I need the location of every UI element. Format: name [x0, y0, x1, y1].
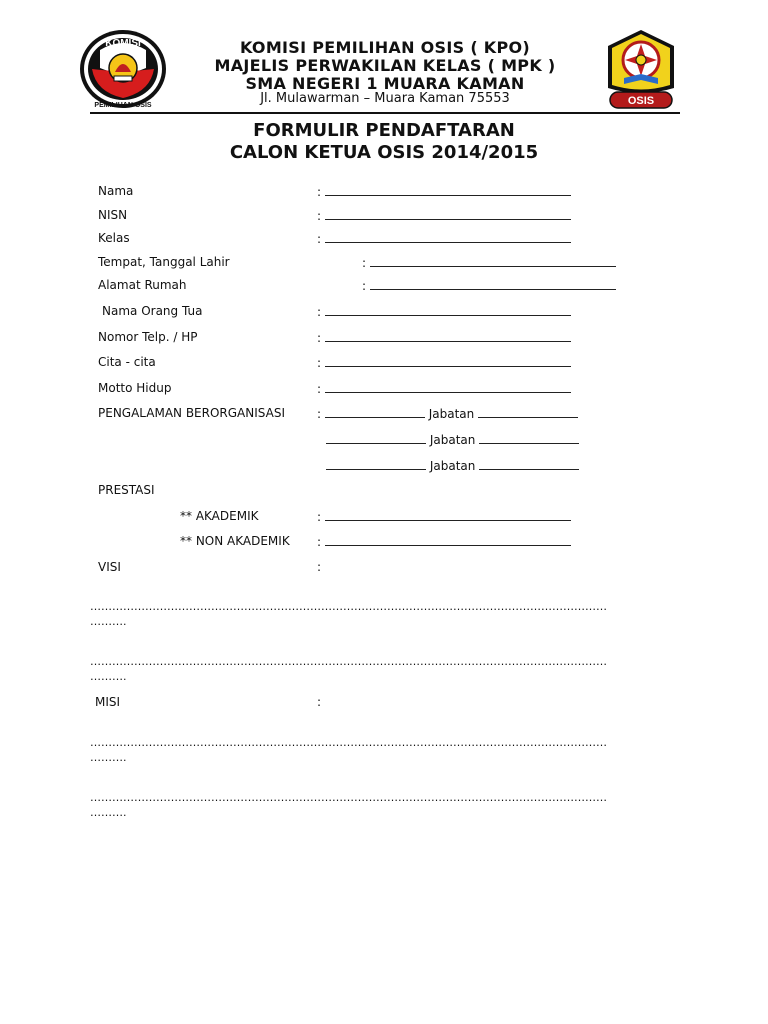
- osis-logo: [602, 28, 680, 112]
- visi-line-2[interactable]: ……………………………………………………………………………………………………………………………: [90, 655, 607, 668]
- form-title-line-1: FORMULIR PENDAFTARAN: [253, 120, 515, 141]
- label-misi: MISI: [95, 695, 121, 709]
- label-motto: Motto Hidup: [98, 381, 172, 395]
- header-address: Jl. Mulawarman – Muara Kaman 75553: [260, 91, 510, 106]
- telp-field[interactable]: :: [317, 330, 571, 345]
- label-ttl: Tempat, Tanggal Lahir: [98, 255, 230, 269]
- logo-left-text-bottom: PEMILIHAN OSIS: [94, 102, 152, 109]
- label-prestasi: PRESTASI: [98, 483, 155, 497]
- logo-left-text-top: KOMISI: [105, 38, 141, 49]
- header-line-3: SMA NEGERI 1 MUARA KAMAN: [245, 74, 525, 93]
- label-akademik: ** AKADEMIK: [180, 509, 259, 523]
- label-nama: Nama: [98, 184, 134, 198]
- label-non-akademik: ** NON AKADEMIK: [180, 534, 290, 548]
- kelas-field[interactable]: :: [317, 231, 571, 246]
- akademik-field[interactable]: :: [317, 509, 571, 524]
- orang-tua-field[interactable]: :: [317, 304, 571, 319]
- non-akademik-field[interactable]: :: [317, 534, 571, 549]
- nisn-field[interactable]: :: [317, 208, 571, 223]
- pengalaman-row-3[interactable]: Jabatan: [326, 458, 579, 473]
- label-orang-tua: Nama Orang Tua: [102, 304, 203, 318]
- pengalaman-row-1[interactable]: : Jabatan: [317, 406, 578, 421]
- nama-field[interactable]: :: [317, 184, 571, 199]
- pengalaman-row-2[interactable]: Jabatan: [326, 432, 579, 447]
- visi-line-1-cont: ……….: [90, 615, 127, 628]
- label-alamat: Alamat Rumah: [98, 278, 187, 292]
- label-nisn: NISN: [98, 208, 128, 222]
- alamat-field[interactable]: :: [362, 278, 616, 293]
- misi-line-2[interactable]: ……………………………………………………………………………………………………………………………: [90, 791, 607, 804]
- misi-line-1[interactable]: ……………………………………………………………………………………………………………………………: [90, 736, 607, 749]
- header-line-1: KOMISI PEMILIHAN OSIS ( KPO): [239, 38, 531, 57]
- logo-right-text: OSIS: [627, 95, 655, 107]
- cita-field[interactable]: :: [317, 355, 571, 370]
- header-divider: [90, 112, 680, 114]
- form-title-line-2: CALON KETUA OSIS 2014/2015: [229, 142, 539, 163]
- misi-line-2-cont: ……….: [90, 806, 127, 819]
- misi-line-1-cont: ……….: [90, 751, 127, 764]
- visi-colon: :: [317, 560, 322, 574]
- kpo-logo: [78, 28, 168, 110]
- ttl-field[interactable]: :: [362, 255, 616, 270]
- visi-line-1[interactable]: ……………………………………………………………………………………………………………………………: [90, 600, 607, 613]
- motto-field[interactable]: :: [317, 381, 571, 396]
- label-kelas: Kelas: [98, 231, 130, 245]
- label-visi: VISI: [98, 560, 121, 574]
- label-pengalaman: PENGALAMAN BERORGANISASI: [98, 406, 285, 420]
- label-cita: Cita - cita: [98, 355, 156, 369]
- header-line-2: MAJELIS PERWAKILAN KELAS ( MPK ): [214, 56, 556, 75]
- label-telp: Nomor Telp. / HP: [98, 330, 198, 344]
- visi-line-2-cont: ……….: [90, 670, 127, 683]
- misi-colon: :: [317, 695, 322, 709]
